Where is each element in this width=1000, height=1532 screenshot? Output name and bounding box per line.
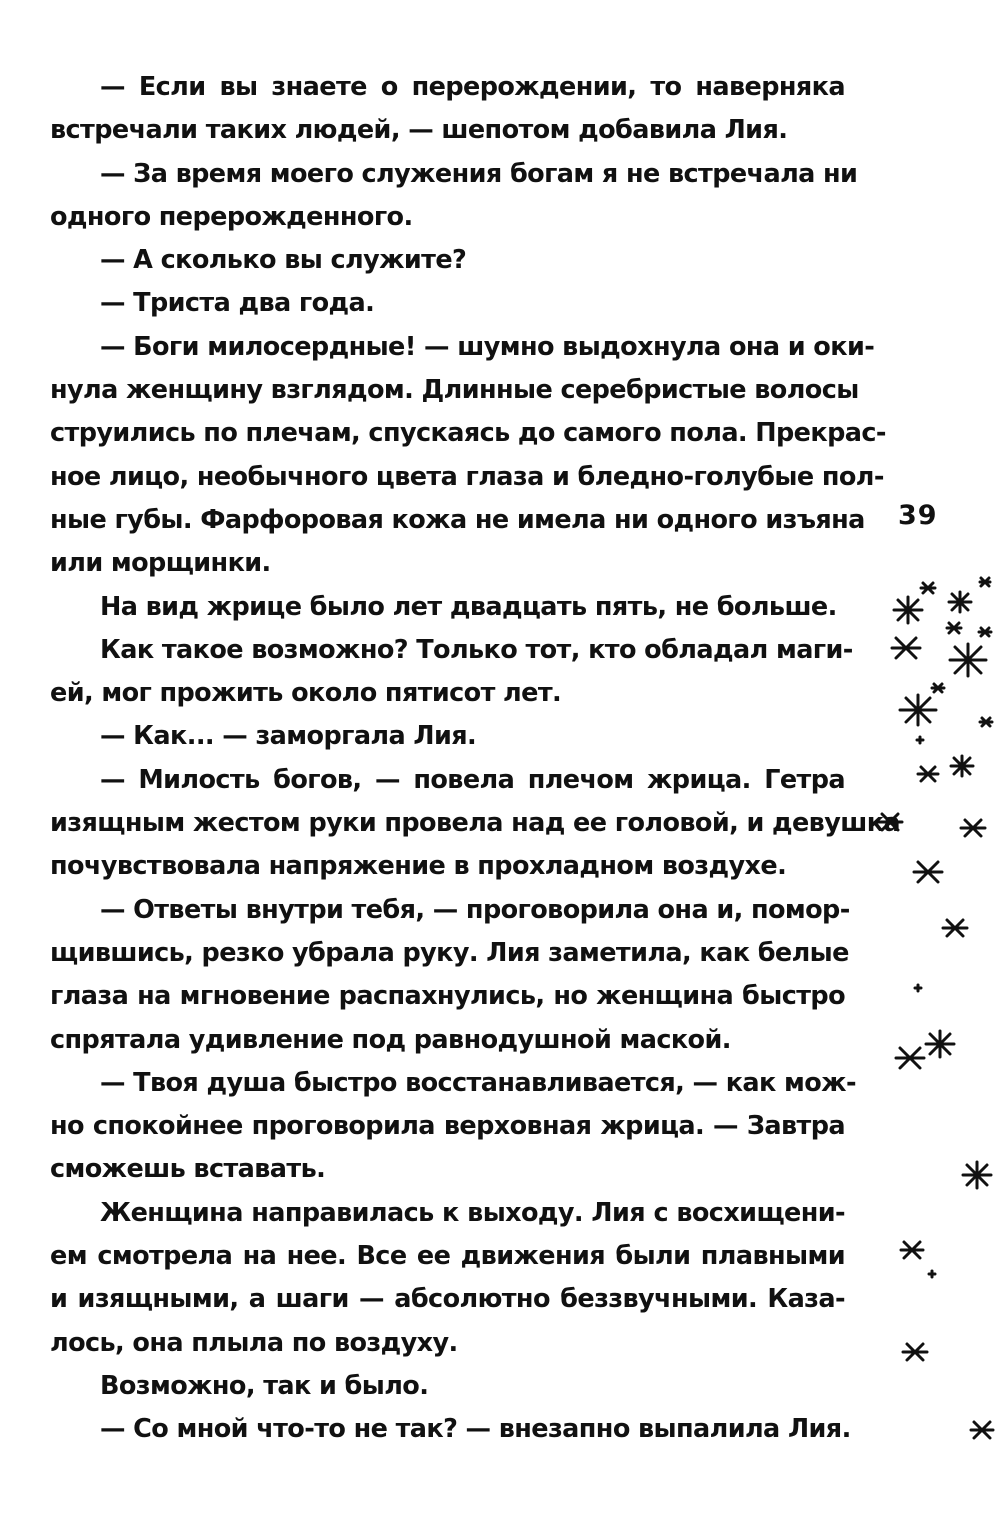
star-icon bbox=[896, 1048, 924, 1068]
text-line: изящным жестом руки провела над ее головой, и девушка bbox=[50, 808, 901, 839]
star-icon bbox=[943, 920, 967, 936]
star-icon bbox=[980, 578, 990, 586]
star-icon bbox=[950, 644, 986, 676]
star-icon bbox=[963, 1162, 991, 1188]
star-icon bbox=[979, 628, 991, 636]
star-icon bbox=[921, 583, 935, 593]
text-line: — Твоя душа быстро восстанавливается, — как мож- bbox=[100, 1067, 856, 1098]
text-line: и изящными, а шаги — абсолютно беззвучными. Каза- bbox=[50, 1284, 845, 1315]
text-line: — Триста два года. bbox=[100, 288, 375, 319]
star-icon bbox=[878, 814, 902, 830]
text-line: ное лицо, необычного цвета глаза и бледно-голубые пол- bbox=[50, 461, 884, 492]
star-icon bbox=[971, 1422, 993, 1438]
text-line: сможешь вставать. bbox=[50, 1154, 326, 1185]
star-icon bbox=[892, 638, 920, 658]
text-line: встречали таких людей, — шепотом добавила Лия. bbox=[50, 115, 788, 146]
star-icon bbox=[917, 737, 923, 743]
star-icon bbox=[929, 1271, 935, 1277]
star-icon bbox=[951, 756, 973, 776]
stars-decoration bbox=[870, 560, 1000, 1460]
star-icon bbox=[903, 1344, 927, 1360]
text-line: почувствовала напряжение в прохладном воздухе. bbox=[50, 851, 787, 882]
text-line: глаза на мгновение распахнулись, но женщина быстро bbox=[50, 981, 845, 1012]
text-line: нула женщину взглядом. Длинные серебристые волосы bbox=[50, 375, 859, 406]
star-icon bbox=[980, 718, 992, 726]
star-icon bbox=[915, 985, 921, 991]
text-line: или морщинки. bbox=[50, 548, 271, 579]
text-line: — Ответы внутри тебя, — проговорила она и, помор- bbox=[100, 894, 850, 925]
text-line: ные губы. Фарфоровая кожа не имела ни одного изъяна bbox=[50, 504, 865, 535]
text-line: струились по плечам, спускаясь до самого пола. Прекрас- bbox=[50, 418, 886, 449]
star-icon bbox=[926, 1031, 954, 1057]
text-line: — Боги милосердные! — шумно выдохнула она и оки- bbox=[100, 331, 875, 362]
text-line: — Как... — заморгала Лия. bbox=[100, 721, 477, 752]
text-line: — А сколько вы служите? bbox=[100, 245, 467, 276]
text-line: лось, она плыла по воздуху. bbox=[50, 1327, 458, 1358]
text-line: — Со мной что-то не так? — внезапно выпалила Лия. bbox=[100, 1414, 851, 1445]
text-line: Как такое возможно? Только тот, кто обладал маги- bbox=[100, 634, 853, 665]
star-icon bbox=[901, 1242, 923, 1258]
text-line: — Если вы знаете о перерождении, то наверняка bbox=[100, 72, 845, 102]
star-icon bbox=[918, 767, 938, 781]
star-icon bbox=[914, 862, 942, 882]
text-line: На вид жрице было лет двадцать пять, не больше. bbox=[100, 591, 837, 622]
text-line: Возможно, так и было. bbox=[100, 1370, 429, 1401]
text-line: — За время моего служения богам я не встречала ни bbox=[100, 158, 858, 189]
text-line: — Милость богов, — повела плечом жрица. Гетра bbox=[100, 764, 845, 795]
star-icon bbox=[932, 684, 944, 692]
text-line: щившись, резко убрала руку. Лия заметила, как белые bbox=[50, 937, 849, 968]
text-line: ей, мог прожить около пятисот лет. bbox=[50, 678, 562, 709]
star-icon bbox=[894, 597, 922, 623]
star-icon bbox=[961, 820, 985, 836]
text-line: Женщина направилась к выходу. Лия с восхищени- bbox=[100, 1197, 845, 1228]
star-icon bbox=[900, 695, 936, 725]
text-line: ем смотрела на нее. Все ее движения были плавными bbox=[50, 1241, 845, 1272]
text-column bbox=[50, 66, 901, 1452]
text-line: но спокойнее проговорила верховная жрица. — Завтра bbox=[50, 1111, 845, 1142]
star-icon bbox=[949, 592, 971, 612]
star-icon bbox=[947, 623, 961, 633]
text-line: одного перерожденного. bbox=[50, 201, 413, 232]
text-line: спрятала удивление под равнодушной маской. bbox=[50, 1024, 731, 1055]
page-number: 39 bbox=[898, 500, 938, 531]
